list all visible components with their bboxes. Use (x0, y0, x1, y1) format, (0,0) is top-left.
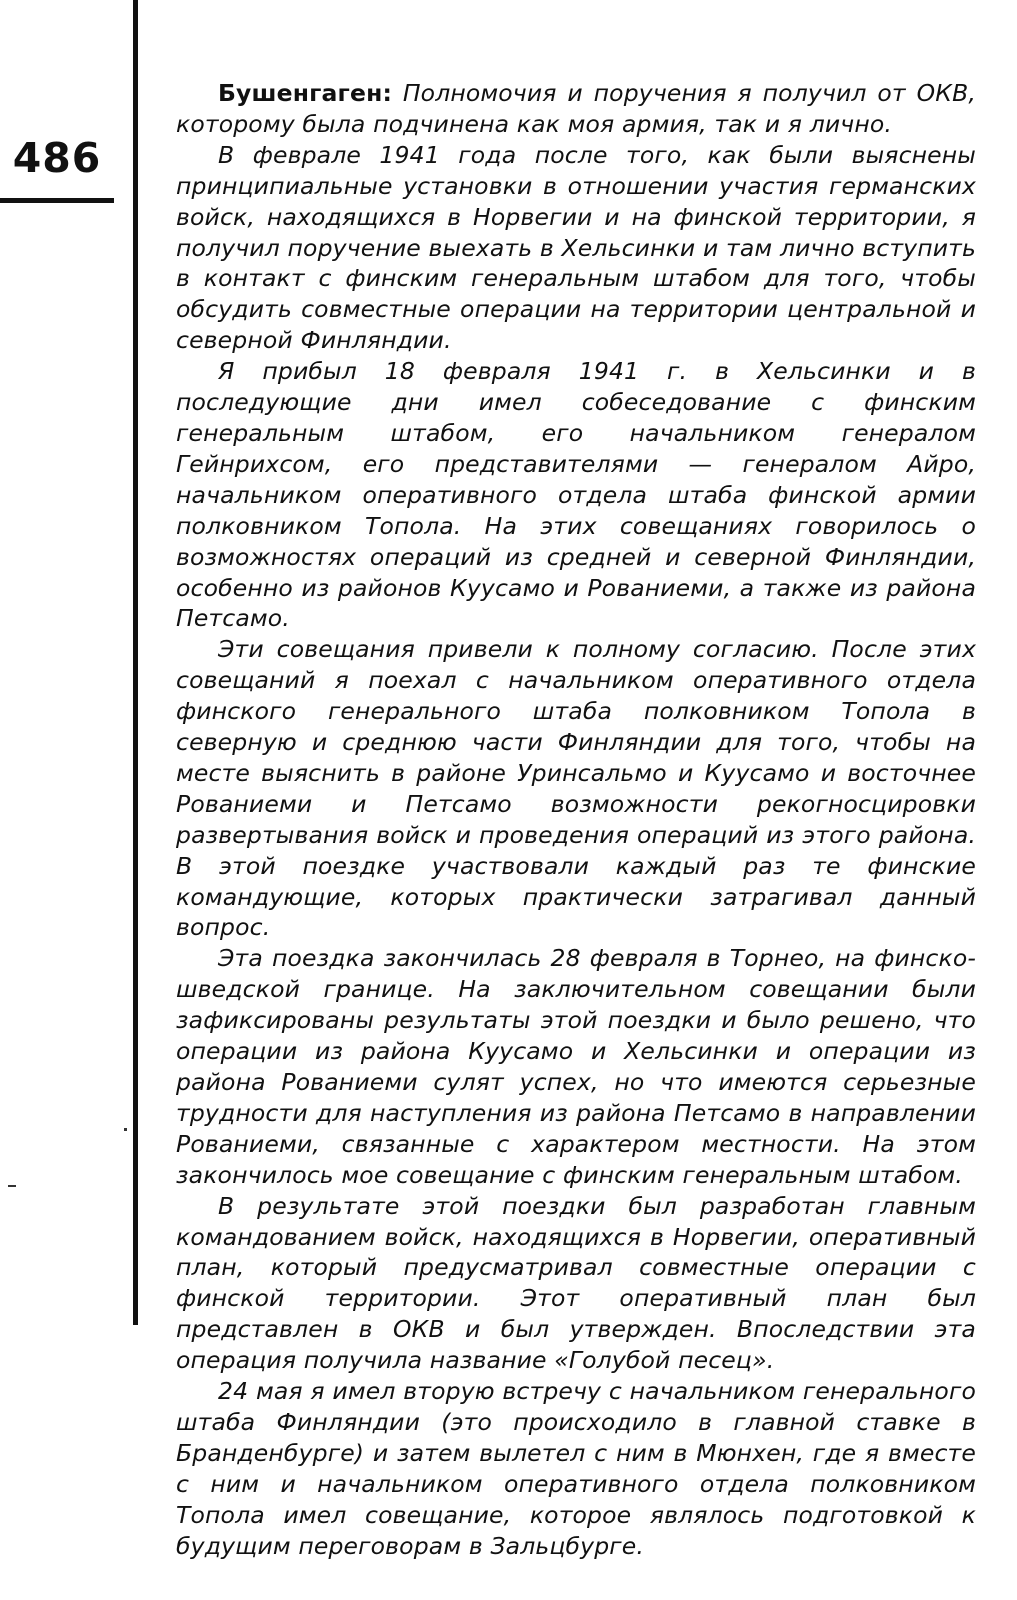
margin-vertical-rule (133, 0, 138, 1325)
paragraph-1 (176, 78, 976, 140)
paragraph-1-text: Полномочия и поручения я получил от ОКВ, которому была подчинена как моя армия, так и я лично. (176, 79, 976, 138)
paragraph-5: Эта поездка закончилась 28 февраля в Торнео, на финско-шведской границе. На заключительном совещании были зафиксированы результаты этой поездки и было решено, что операции из района Куусамо и Хельсинки и операции из района Рованиеми сулят успех, но что имеются серьезные трудности для наступления из района Петсамо в направлении Рованиеми, связанные с характером местности. На этом закончилось мое совещание с финским генеральным штабом. (176, 944, 976, 1189)
paragraph-7: 24 мая я имел вторую встречу с начальником генерального штаба Финляндии (это происходило в главной ставке в Бранденбурге) и затем вылетел с ним в Мюнхен, где я вместе с ним и начальником оперативного отдела полковником Топола имел совещание, которое являлось подготовкой к будущим переговорам в Зальцбурге. (176, 1377, 976, 1560)
paragraph-6: В результате этой поездки был разработан главным командованием войск, находящихся в Норвегии, оперативный план, который предусматривал совместные операции с финской территории. Этот оперативный план был представлен в ОКВ и был утвержден. Впоследствии эта операция получила название «Голубой песец». (176, 1191, 976, 1375)
speaker-name: Бушенгаген: (218, 79, 392, 107)
print-speck (124, 1128, 127, 1131)
paragraph-4: Эти совещания привели к полному согласию. После этих совещаний я поехал с начальником оперативного отдела финского генерального штаба полковником Топола в северную и среднюю части Финляндии для того, чтобы на месте выяснить в районе Уринсальмо и Куусамо и восточнее Рованиеми и Петсамо возможности рекогносцировки развертывания войск и проведения операций из этого района. В этой поездке участвовали каждый раз те финские командующие, которых практически затрагивал данный вопрос. (176, 635, 976, 942)
page-number: 486 (12, 134, 102, 182)
paragraph-2: В феврале 1941 года после того, как были выяснены принципиальные установки в отношении участия германских войск, находящихся в Норвегии и на финской территории, я получил поручение выехать в Хельсинки и там лично вступить в контакт с финским генеральным штабом для того, чтобы обсудить совместные операции на территории центральной и северной Финляндии. (176, 140, 976, 355)
page-number-rule (0, 198, 114, 203)
body-text (176, 78, 976, 1562)
print-speck (8, 1185, 16, 1187)
paragraph-3: Я прибыл 18 февраля 1941 г. в Хельсинки и в последующие дни имел собеседование с финским генеральным штабом, его начальником генералом Гейнрихсом, его представителями — генералом Айро, начальником оперативного отдела штаба финской армии полковником Топола. На этих совещаниях говорилось о возможностях операций из средней и северной Финляндии, особенно из районов Куусамо и Рованиеми, а также из района Петсамо. (176, 357, 976, 633)
